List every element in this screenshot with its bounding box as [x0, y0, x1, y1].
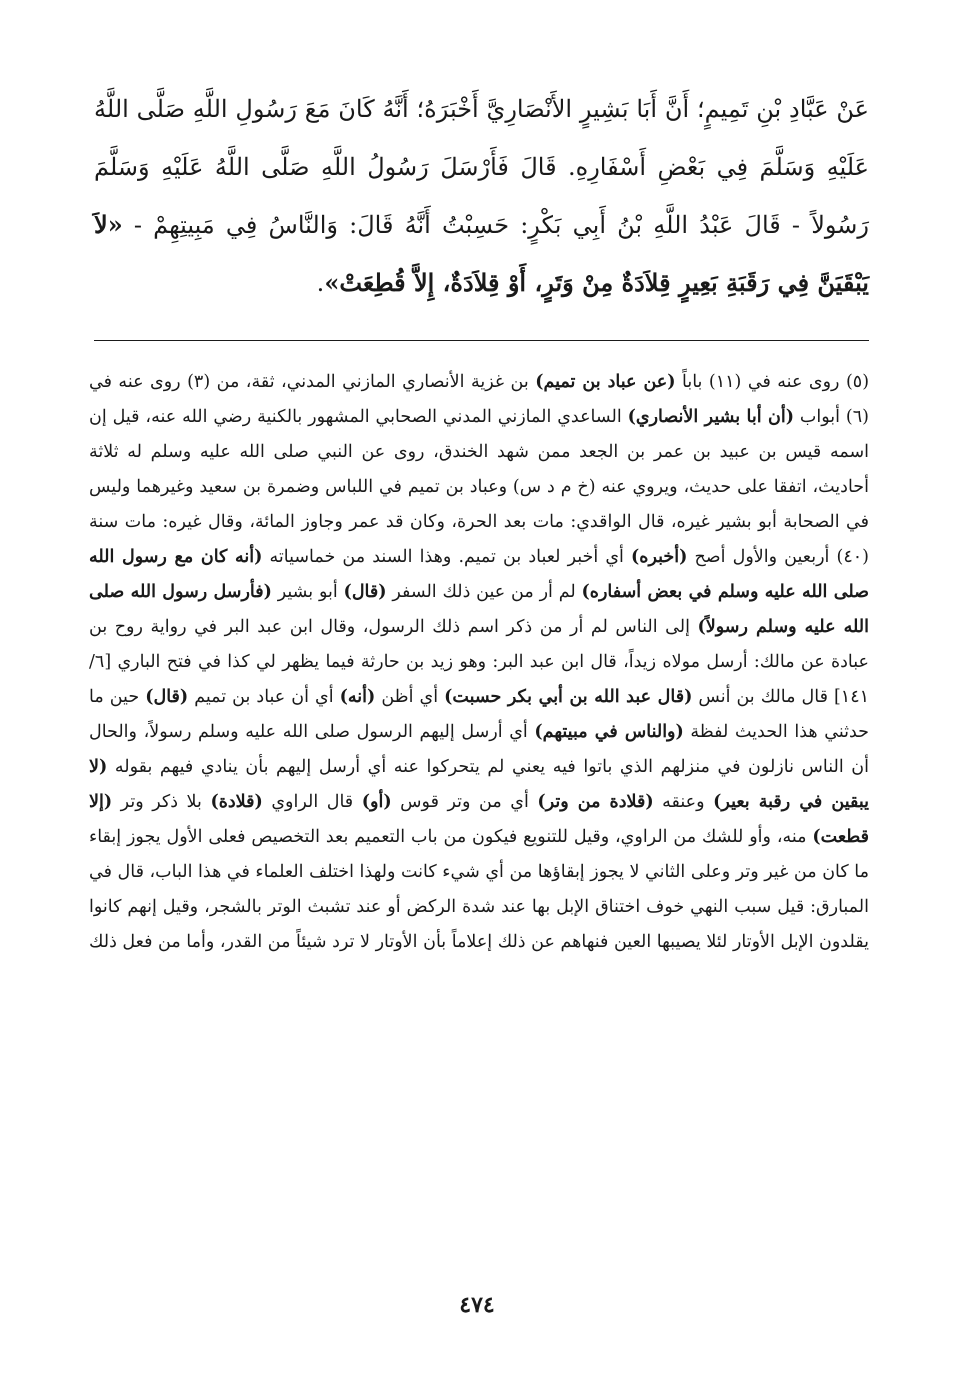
footnote-quote: (قال عبد الله بن أبي بكر حسبت) — [444, 687, 693, 707]
footnote-text: الساعدي المازني المدني الصحابي المشهور بالكنية رضي الله عنه، قيل إن اسمه قيس بن عبيد بن عمر بن الجعد ممن شهد الخندق، روى عن النبي صلى الله عليه وسلم له ثلاثة أحاديث، اتفقا على حديث، ويروي عنه (خ م د س) وعباد بن تميم في اللباس وضمرة بن سعيد وغيرهما وليس في الصحابة أبو بشير غيره، قال الواقدي: مات بعد الحرة، وكان قد عمر وجاوز المائة، وقال غيره: مات سنة (٤٠) أربعين والأول أصح — [89, 407, 869, 567]
footnote-text: إلى الناس لم أر من ذكر اسم ذلك الرسول، وقال ابن عبد البر في رواية روح بن عبادة عن مالك: أرسل مولاه زيداً، قال ابن عبد البر: وهو زيد بن حارثة فيما يظهر لي كذا في فتح الباري [٦/ ١٤١] قال مالك بن أنس — [89, 617, 869, 707]
footnote-text: بن غزية الأنصاري المازني المدني، ثقة، من (٣) روى عنه في (٦) أبواب — [89, 372, 869, 427]
footnote-quote: (أنه كان مع رسول الله صلى الله عليه وسلم في بعض أسفاره) — [89, 547, 869, 602]
footnote-text: أي أرسل إليهم الرسول صلى الله عليه وسلم رسولاً، والحال أن الناس نازلون في منزلهم الذي باتوا فيه يعني لم يتحركوا عنه أي أرسل إليهم بأن ينادي فيهم بقوله — [89, 722, 869, 777]
footnote-text: أبو بشير — [271, 582, 344, 602]
footnote-quote: (إلا قطعت) — [89, 792, 869, 847]
footnote-text: أي من وتر قوس — [391, 792, 538, 812]
hadith-paragraph — [94, 80, 869, 312]
footnote-text: أي أن عباد بن تميم — [188, 687, 340, 707]
footnote-quote: (أو) — [361, 792, 392, 812]
footnote-quote: (قال) — [145, 687, 189, 707]
footnote-quote: (قال) — [343, 582, 387, 602]
footnote-text: أي أظن — [375, 687, 445, 707]
footnote-paragraph — [89, 365, 869, 960]
page-number: ٤٧٤ — [459, 1292, 495, 1318]
footnote-quote: (لا يبقين في رقبة بعير) — [89, 757, 869, 812]
footnote-quote: (أن أبا بشير الأنصاري) — [627, 407, 795, 427]
footnote-quote: (والناس في مبيتهم) — [534, 722, 684, 742]
footnote-text: قال الراوي — [262, 792, 362, 812]
footnote-quote: (أخبره) — [631, 547, 688, 567]
hadith-chain: عَنْ عَبَّادِ بْنِ تَمِيمٍ؛ أَنَّ أَبَا بَشِيرٍ الأَنْصَارِيَّ أَخْبَرَهُ؛ أَنَّهُ كَانَ مَعَ رَسُولِ اللَّهِ صَلَّى اللَّهُ عَلَيْهِ وَسَلَّمَ فِي بَعْضِ أَسْفَارِهِ. قَالَ فَأَرْسَلَ رَسُولُ اللَّهِ صَلَّى اللَّهُ عَلَيْهِ وَسَلَّمَ رَسُولاً - قَالَ عَبْدُ اللَّهِ بْنُ أَبِي بَكْرٍ: حَسِبْتُ أَنَّهُ قَالَ: وَالنَّاسُ فِي مَبِيتِهِمْ - — [94, 95, 869, 239]
footnote-text: بلا ذكر وتر — [112, 792, 211, 812]
footnote-text: حين ما حدثني هذا الحديث لفظة — [89, 687, 869, 742]
footnote-text: وعنقه — [653, 792, 714, 812]
footnote-text: أي أخبر لعباد بن تميم. وهذا السند من خماسياته — [262, 547, 632, 567]
hadith-text — [94, 80, 869, 312]
footnote-quote: (عن عباد بن تميم) — [535, 372, 676, 392]
footnote-quote: (قلادة) — [210, 792, 263, 812]
footnote-text: (٥) روى عنه في (١١) باباً — [675, 372, 870, 392]
footnote-quote: (أنه) — [339, 687, 376, 707]
footnote-text: لم أر من عين ذلك السفر — [386, 582, 582, 602]
footnote-divider — [94, 340, 869, 341]
hadith-quote: «لاَ يَبْقَيَنَّ فِي رَقَبَةِ بَعِيرٍ قِلاَدَةٌ مِنْ وَتَرٍ، أَوْ قِلاَدَةٌ، إِلاَّ قُطِعَتْ» — [94, 210, 869, 297]
footnote-quote: (فأرسل رسول الله صلى الله عليه وسلم رسولاً) — [89, 582, 870, 637]
footnote-text: منه، وأو للشك من الراوي، وقيل للتنويع فيكون من باب التعميم بعد التخصيص فعلى الأول يجوز إبقاء ما كان من غير وتر وعلى الثاني لا يجوز إبقاؤها من أي شيء كانت ولهذا اختلف العلماء في هذا الباب، قال في المبارق: قيل سبب النهي خوف اختناق الإبل بها عند شدة الركض أو عند تشبث الوتر بالشجر، وقيل إنهم كانوا يقلدون الإبل الأوتار لئلا يصيبها العين فنهاهم عن ذلك إعلاماً بأن الأوتار لا ترد شيئاً من القدر، وأما من فعل ذلك — [88, 827, 869, 952]
hadith-end-mark: . — [316, 269, 325, 297]
footnote-commentary — [89, 365, 869, 960]
footnote-quote: (قلادة من وتر) — [537, 792, 654, 812]
